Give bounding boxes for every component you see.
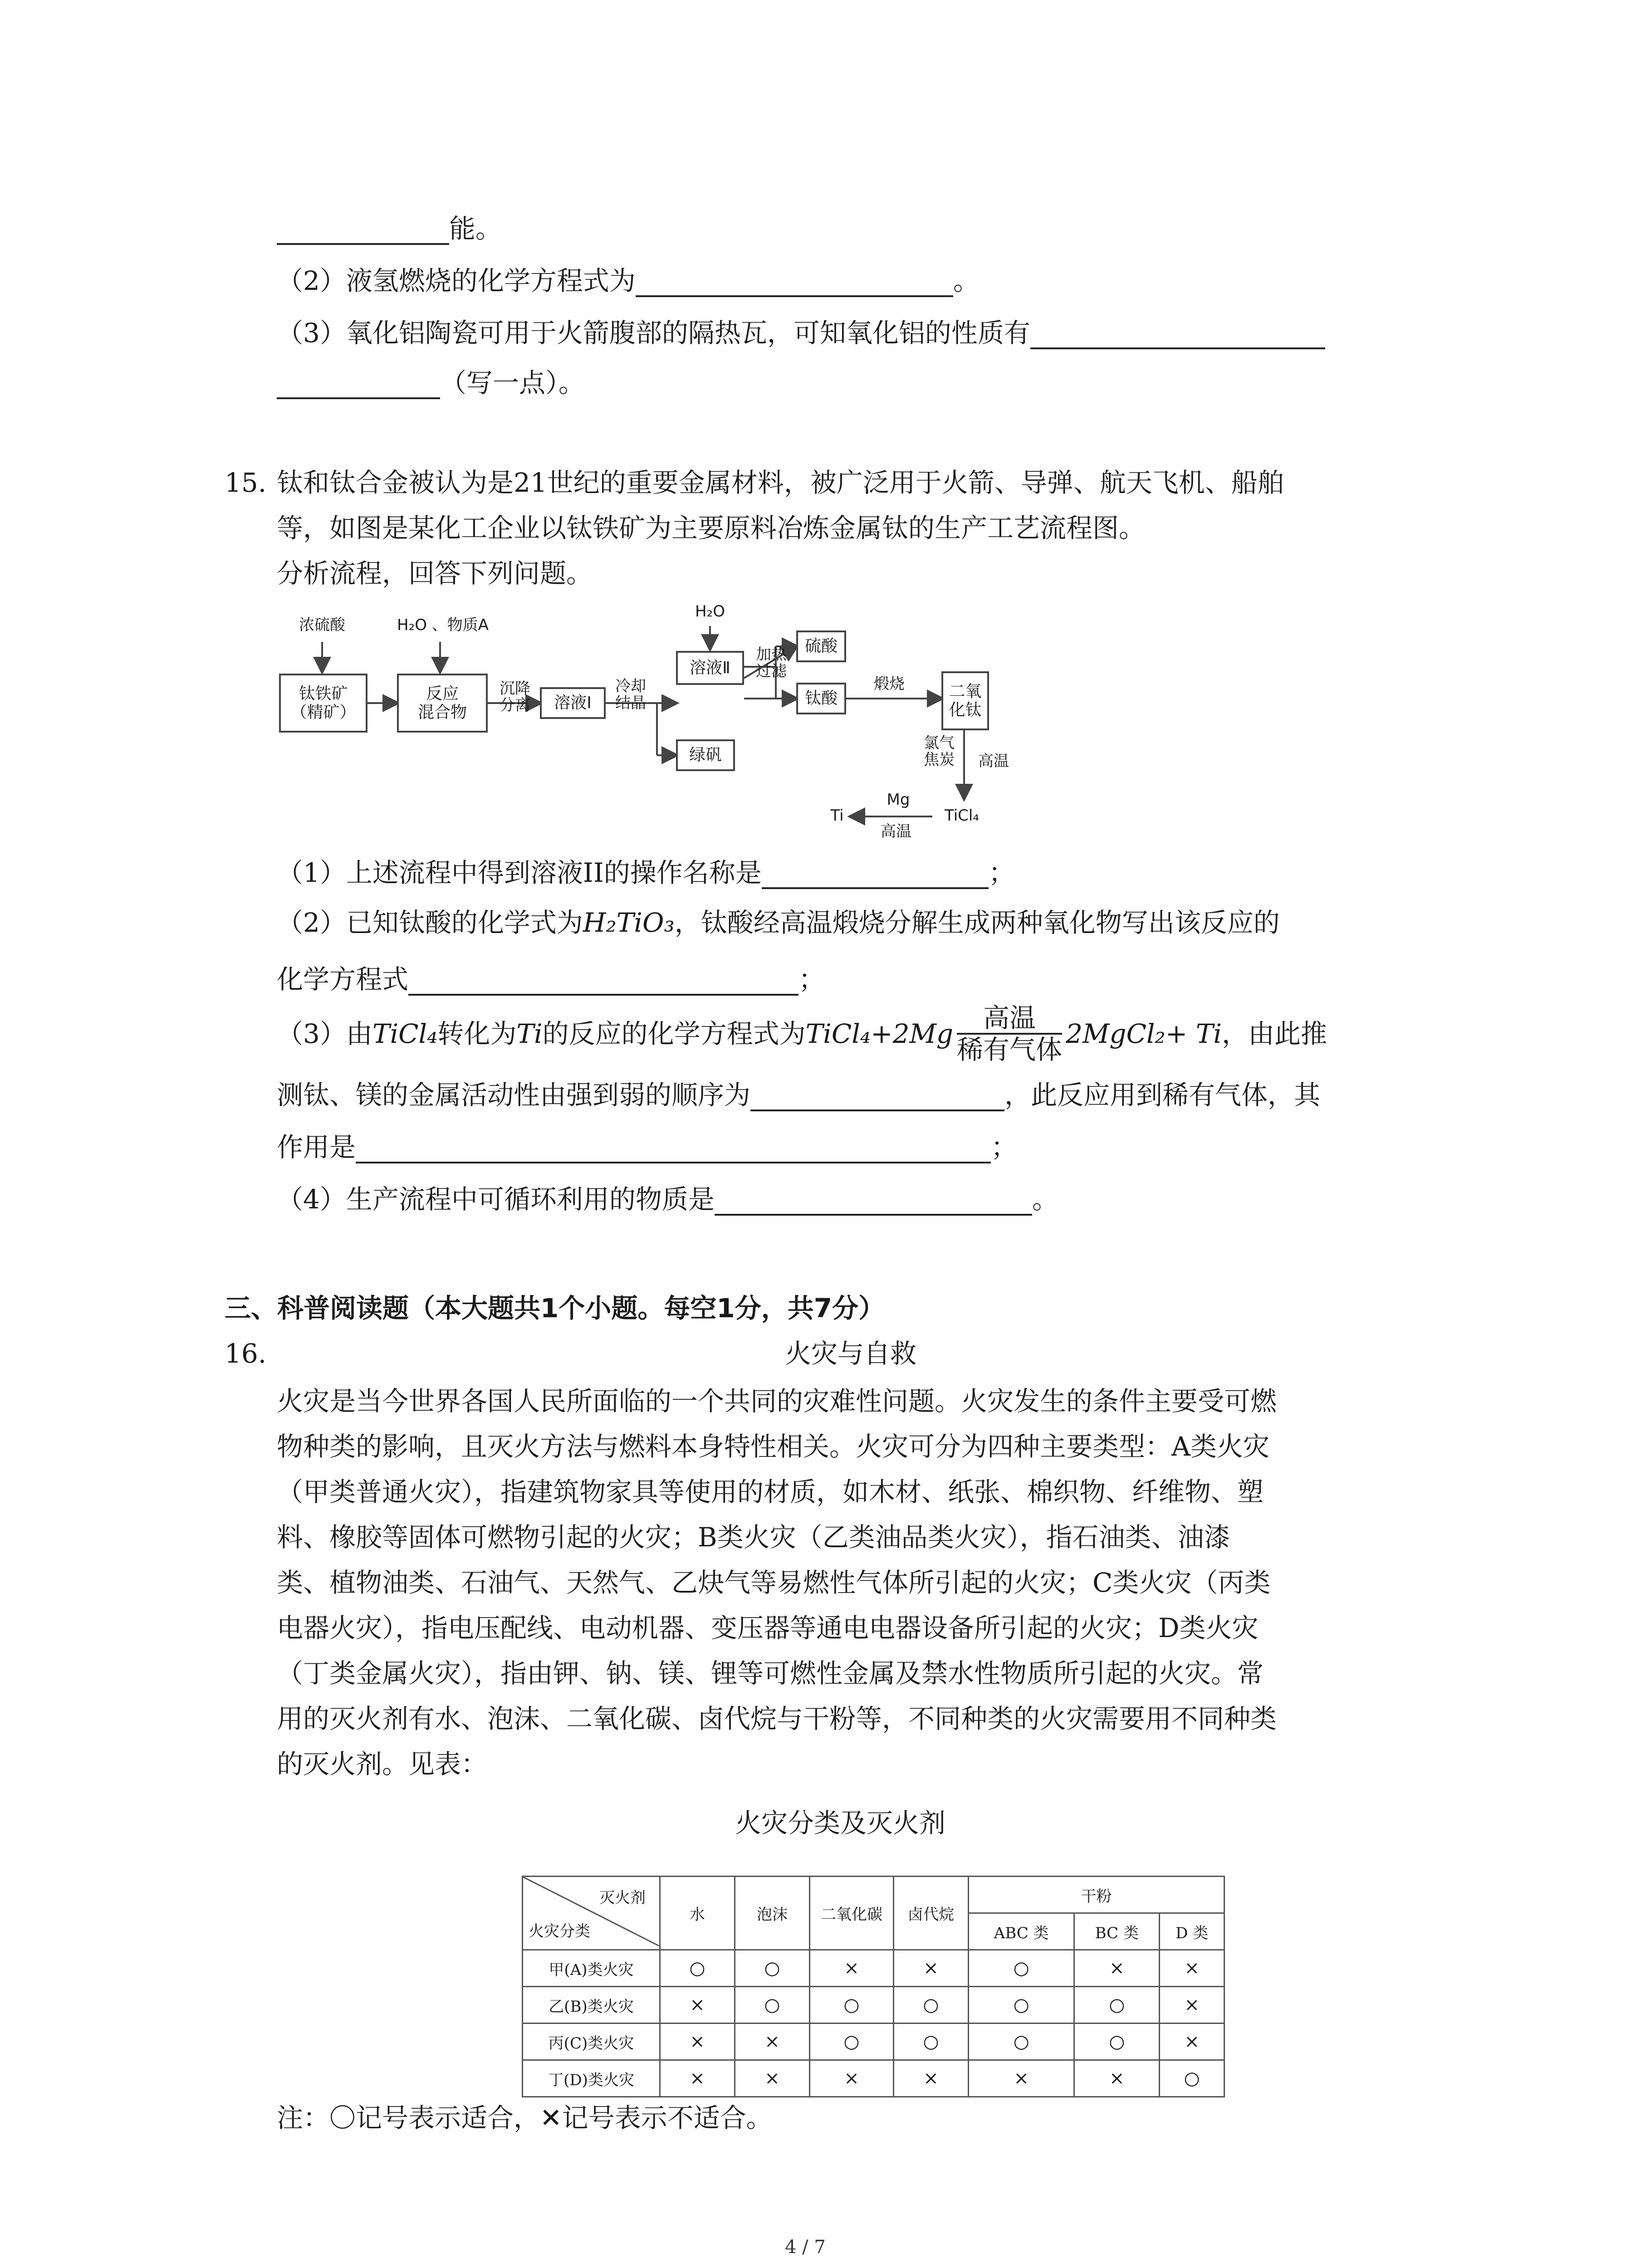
flow-box-solution2: 溶液Ⅱ [676,651,744,685]
q15-intro-line3: 分析流程，回答下列问题。 [277,558,593,589]
flow-ticl4-label: TiCl₄ [945,807,979,825]
table-cell: × [735,2060,810,2097]
corner-top-label: 灭火剂 [599,1889,646,1907]
flow-chlorine-coke-label: 氯气 焦炭 [924,734,955,769]
table-cell: ○ [810,2024,894,2060]
table-cell: ○ [894,1987,969,2024]
table-cell: ○ [894,2024,969,2060]
row-label: 甲(A)类火灾 [523,1950,660,1987]
table-row [523,2024,1225,2060]
flow-step2-label: 冷却 结晶 [615,677,646,713]
table-cell: × [969,2060,1074,2097]
table-cell: × [894,1950,969,1987]
q15-part3: （3）由TiCl₄转化为Ti的反应的化学方程式为TiCl₄+2Mg $\frac{\text{高温}}{\text{稀有气体}}$ 2MgCl₂+ Ti，由此推 [277,1002,1327,1065]
table-cell: × [660,2024,735,2060]
flow-ti-label: Ti [830,807,844,825]
q14-part3-line2: （写一点）。 [277,367,585,399]
table-cell: ○ [1074,2024,1160,2060]
header-foam: 泡沫 [735,1877,810,1950]
table-row [523,2060,1225,2097]
q16-text-line: 火灾是当今世界各国人民所面临的一个共同的灾难性问题。火灾发生的条件主要受可燃 [277,1386,1277,1417]
header-co2: 二氧化碳 [810,1877,894,1950]
subheader-abc: ABC 类 [969,1913,1074,1950]
q15-part2: （2）已知钛酸的化学式为H₂TiO₃，钛酸经高温煅烧分解生成两种氧化物写出该反应的 [277,907,1280,938]
table-cell: ○ [1074,1987,1160,2024]
q15-part1: （1）上述流程中得到溶液II的操作名称是 ； [277,857,1015,888]
fire-extinguisher-table [522,1876,1225,2097]
table-cell: × [1160,1987,1225,2024]
subheader-bc: BC 类 [1074,1913,1160,1950]
answer-blank[interactable] [356,1134,991,1163]
flow-box-solution1: 溶液Ⅰ [540,687,606,719]
answer-blank[interactable] [762,859,989,889]
q15-intro-line2: 等，如图是某化工企业以钛铁矿为主要原料冶炼金属钛的生产工艺流程图。 [277,513,1146,543]
header-halon: 卤代烷 [894,1877,969,1950]
table-cell: × [894,2060,969,2097]
flow-box-titanic-acid: 钛酸 [796,683,846,714]
q15-part3-line3: 作用是 ； [277,1132,1018,1163]
q15-number: 15. [225,467,267,498]
table-cell: × [1074,1950,1160,1987]
flow-acid-label: 浓硫酸 [299,616,345,634]
q15-intro-line1: 钛和钛合金被认为是21世纪的重要金属材料，被广泛用于火箭、导弹、航天飞机、船舶 [277,467,1284,498]
q16-number: 16. [225,1338,267,1369]
flow-box-ore: 钛铁矿 （精矿） [279,674,367,733]
q15-part3-line2: 测钛、镁的金属活动性由强到弱的顺序为 ，此反应用到稀有气体，其 [277,1080,1321,1110]
flow-box-green-vitriol: 绿矾 [676,739,735,771]
flow-box-tio2: 二氧 化钛 [941,671,989,730]
page-number: 4 / 7 [785,2237,826,2258]
q16-title: 火灾与自救 [785,1338,917,1369]
flow-reagent-label: H₂O 、物质A [397,616,489,634]
q16-text-line: 的灭火剂。见表： [277,1749,488,1779]
table-cell: ○ [735,1987,810,2024]
flow-step1-label: 沉降 分离 [500,679,530,715]
subheader-d: D 类 [1160,1913,1225,1950]
answer-blank[interactable] [750,1081,1004,1111]
row-label: 丙(C)类火灾 [523,2024,660,2060]
flow-box-mixture: 反应 混合物 [397,674,488,733]
table-row [523,1987,1225,2024]
table-cell: × [1160,1950,1225,1987]
table-cell: × [735,2024,810,2060]
reaction-condition: $\frac{\text{高温}}{\text{稀有气体}}$ [957,1002,1063,1065]
header-dry-powder: 干粉 [969,1877,1225,1913]
flow-box-sulfuric-acid: 硫酸 [796,631,846,662]
table-cell: × [660,2060,735,2097]
answer-blank[interactable] [715,1186,1032,1216]
q14-part2: （2）液氢燃烧的化学方程式为 。 [277,265,980,296]
table-cell: ○ [969,1987,1074,2024]
flow-water-label: H₂O [695,602,725,621]
flow-mg-label: Mg [887,791,910,809]
q14-part3: （3）氧化铝陶瓷可用于火箭腹部的隔热瓦，可知氧化铝的性质有 [277,318,1325,349]
flow-high-temp2-label: 高温 [881,822,911,841]
q16-text-line: （甲类普通火灾），指建筑物家具等使用的材质，如木材、纸张、棉织物、纤维物、塑 [277,1476,1264,1507]
table-cell: ○ [735,1950,810,1987]
corner-bottom-label: 火灾分类 [529,1922,590,1941]
table-cell: ○ [660,1950,735,1987]
table-corner-cell [523,1877,660,1950]
header-water: 水 [660,1877,735,1950]
q15-part4: （4）生产流程中可循环利用的物质是 。 [277,1184,1058,1215]
q16-text-line: 料、橡胶等固体可燃物引起的火灾；B类火灾（乙类油品类火灾），指石油类、油漆 [277,1522,1230,1553]
q16-text-line: 物种类的影响，且灭火方法与燃料本身特性相关。火灾可分为四种主要类型：A类火灾 [277,1431,1269,1462]
q16-text-line: 类、植物油类、石油气、天然气、乙炔气等易燃性气体所引起的火灾；C类火灾（丙类 [277,1567,1271,1598]
table-cell: × [810,1950,894,1987]
table-row [523,1950,1225,1987]
table-cell: × [1160,2024,1225,2060]
table-cell: ○ [969,2024,1074,2060]
table-cell: ○ [810,1987,894,2024]
row-label: 丁(D)类火灾 [523,2060,660,2097]
q14-line1: 能。 [277,213,502,245]
q15-part2-line2: 化学方程式 ； [277,964,825,995]
answer-blank[interactable] [408,966,798,996]
flow-step4-label: 煅烧 [874,675,905,693]
table-cell: ○ [969,1950,1074,1987]
section-heading: 三、科普阅读题（本大题共1个小题。每空1分，共7分） [225,1293,885,1324]
q16-text-line: 用的灭火剂有水、泡沫、二氧化碳、卤代烷与干粉等，不同种类的火灾需要用不同种类 [277,1703,1277,1734]
table-cell: × [1074,2060,1160,2097]
q16-text-line: 电器火灾），指电压配线、电动机器、变压器等通电电器设备所引起的火灾；D类火灾 [277,1613,1259,1643]
row-label: 乙(B)类火灾 [523,1987,660,2024]
flow-high-temp-label: 高温 [978,752,1009,770]
table-title: 火灾分类及灭火剂 [735,1808,946,1838]
flow-step3-label: 加热 过滤 [756,645,787,681]
table-cell: ○ [1160,2060,1225,2097]
table-note: 注：〇记号表示适合，✕记号表示不适合。 [277,2102,773,2133]
table-cell: × [810,2060,894,2097]
table-cell: × [660,1987,735,2024]
q16-text-line: （丁类金属火灾），指由钾、钠、镁、锂等可燃性金属及禁水性物质所引起的火灾。常 [277,1658,1264,1689]
flow-chart-arrows [0,0,1641,862]
